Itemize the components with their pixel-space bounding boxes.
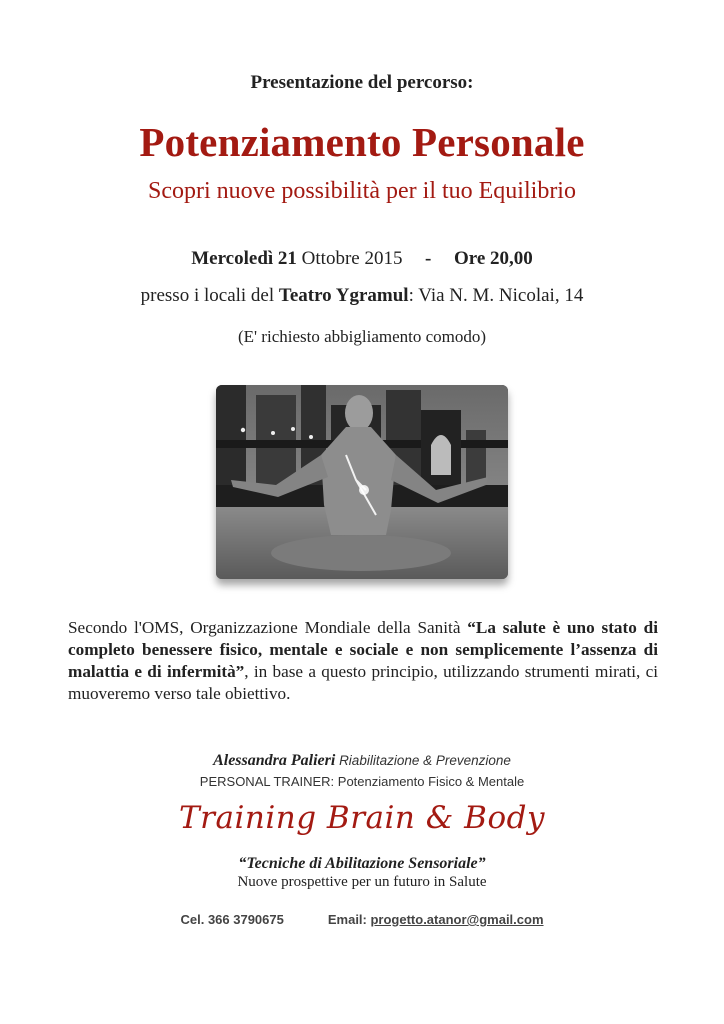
body-text-outro: , in base a questo principio, utilizzando strumenti mirati, ci muoveremo verso tale obiettivo.	[68, 662, 658, 703]
event-weekday: Mercoledì	[191, 248, 274, 269]
body-text-intro: Secondo l'OMS, Organizzazione Mondiale della Sanità	[68, 618, 468, 637]
contact-line	[0, 912, 724, 927]
author-line	[0, 752, 724, 770]
venue-name: Teatro Ygramul	[278, 285, 409, 306]
email-label: Email:	[327, 912, 371, 927]
body-paragraph	[68, 617, 658, 705]
event-time: Ore 20,00	[453, 248, 533, 269]
phone-number: Cel. 366 3790675	[180, 912, 284, 927]
author-role: Riabilitazione & Prevenzione	[339, 753, 511, 768]
dress-note: (E' richiesto abbigliamento comodo)	[237, 327, 487, 346]
trainer-line: PERSONAL TRAINER: Potenziamento Fisico & Mentale	[199, 774, 525, 789]
brand-logo: Training Brain & Body	[178, 800, 545, 836]
email-link[interactable]: progetto.atanor@gmail.com	[370, 912, 544, 927]
venue-prefix: presso i locali del	[140, 285, 275, 306]
author-name: Alessandra Palieri	[213, 752, 336, 769]
tagline-sub: Nuove prospettive per un futuro in Salute	[237, 874, 487, 890]
event-venue	[0, 285, 724, 307]
event-separator: -	[425, 248, 432, 269]
tagline: “Tecniche di Abilitazione Sensoriale”	[238, 855, 486, 872]
venue-address: : Via N. M. Nicolai, 14	[408, 285, 584, 306]
event-month-year: Ottobre 2015	[301, 248, 403, 269]
meditation-photo-icon	[216, 385, 508, 579]
event-day: 21	[277, 248, 297, 269]
meditation-photo	[216, 385, 508, 579]
oms-quote: “La salute è uno stato di completo benessere fisico, mentale e sociale e non semplicemente l’assenza di malattia e di infermità”	[68, 618, 658, 681]
event-date	[0, 248, 724, 270]
page-subtitle: Scopri nuove possibilità per il tuo Equilibrio	[148, 178, 576, 204]
page-title: Potenziamento Personale	[139, 119, 585, 165]
intro-heading: Presentazione del percorso:	[250, 72, 474, 93]
